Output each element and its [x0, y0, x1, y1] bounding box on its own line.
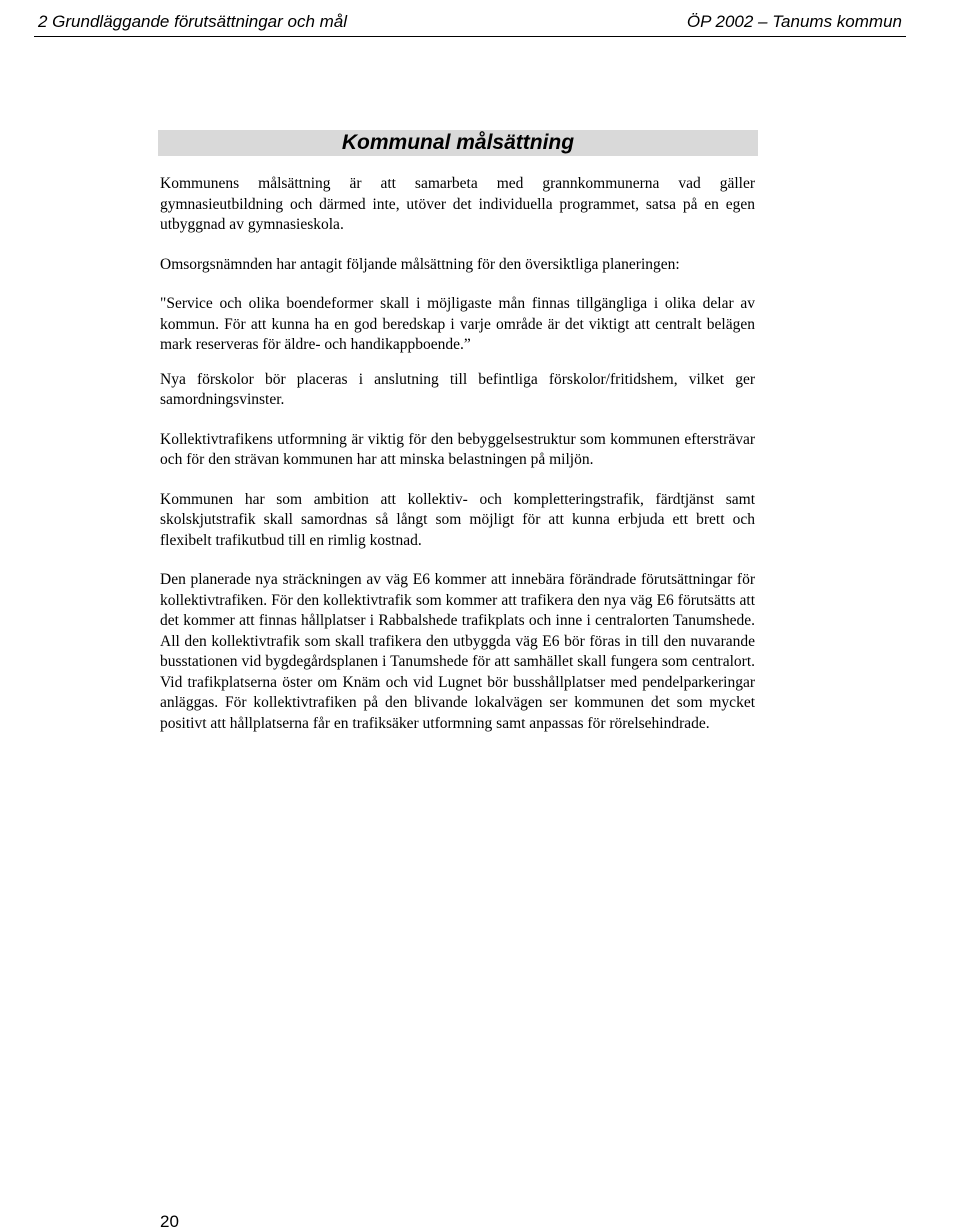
paragraph-gymnasieskola: Kommunens målsättning är att samarbeta med grannkommunerna vad gäller gymnasieutbildning och därmed inte, utöver det individuella programmet, satsa på en egen utbyggnad av gymnasieskola.	[160, 175, 755, 233]
paragraph-forskolor: Nya förskolor bör placeras i anslutning till befintliga förskolor/fritidshem, vilket ger samordningsvinster.	[160, 370, 755, 408]
header-chapter-title: 2 Grundläggande förutsättningar och mål	[38, 12, 348, 31]
page-number: 20	[160, 1212, 179, 1231]
paragraph-service-quote: "Service och olika boendeformer skall i möjligaste mån finnas tillgängliga i olika delar av kommun. För att kunna ha en god beredskap i varje område är det viktigt att centralt belägen mark reserveras för äldre- och handikappboende.”	[160, 295, 755, 353]
running-header	[38, 10, 902, 34]
header-divider	[34, 36, 906, 37]
body-text	[160, 174, 755, 753]
paragraph-omsorgsnamnden: Omsorgsnämnden har antagit följande målsättning för den översiktliga planeringen:	[160, 255, 680, 273]
header-document-title: ÖP 2002 – Tanums kommun	[686, 12, 902, 31]
paragraph-ambition: Kommunen har som ambition att kollektiv- och kompletteringstrafik, färdtjänst samt skolskjutstrafik skall samordnas så långt som möjligt för att kunna erbjuda ett brett och flexibelt trafikutbud till en rimlig kostnad.	[160, 490, 755, 549]
paragraph-vag-e6: Den planerade nya sträckningen av väg E6 kommer att innebära förändrade förutsättningar för kollektivtrafiken. För den kollektivtrafik som kommer att trafikera den nya väg E6 förutsätts att det kommer att finnas hållplatser i Rabbalshede trafikplats och inne i centralorten Tanumshede. All den kollektivtrafik som skall trafikera den utbyggda väg E6 bör föras in till den nuvarande busstationen vid bygdegårdsplanen i Tanumshede för att samhället skall fungera som centralort. Vid trafikplatserna öster om Knäm och vid Lugnet bör busshållplatser med pendelparkeringar anläggas. För kollektivtrafiken på den blivande lokalvägen ser kommunen det som mycket positivt att hållplatserna får en trafiksäker utformning samt anpassas för rörelsehindrade.	[160, 571, 755, 732]
paragraph-kollektivtrafik: Kollektivtrafikens utformning är viktig för den bebyggelsestruktur som kommunen eftersträvar och för den strävan kommunen har att minska belastningen på miljön.	[160, 430, 755, 468]
section-title: Kommunal målsättning	[341, 131, 575, 154]
section-title-band	[158, 130, 758, 156]
